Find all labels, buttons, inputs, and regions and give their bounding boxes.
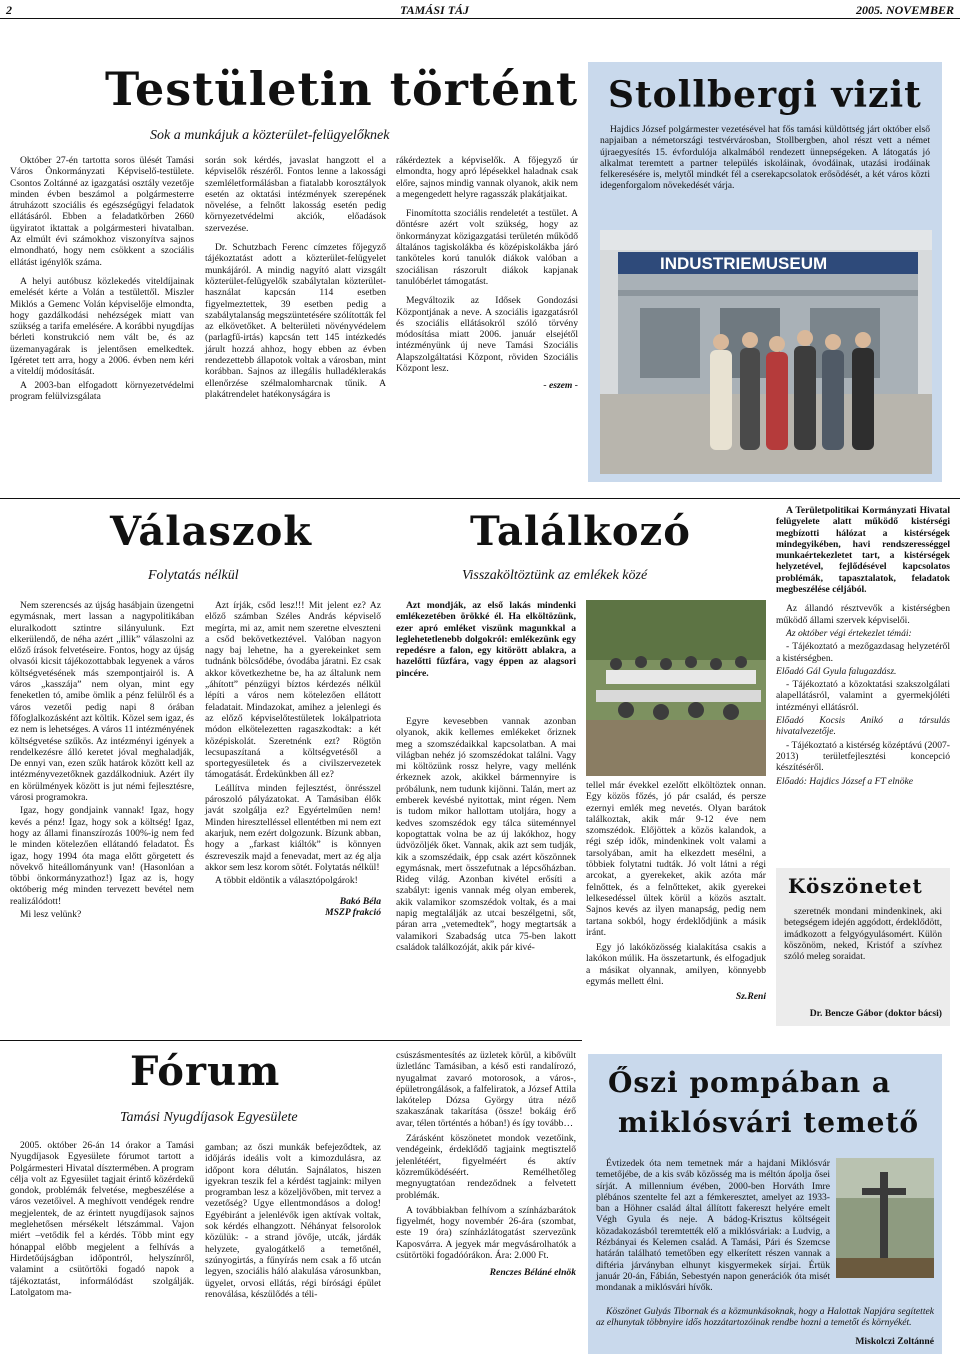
oszi-title-line2: miklósvári temető: [618, 1106, 920, 1139]
oszi-photo: [836, 1158, 934, 1278]
oszi-signature: Miskolczi Zoltánné: [855, 1336, 934, 1347]
forum-col3: [396, 1050, 576, 1278]
stollberg-photo: [600, 230, 932, 474]
oszi-title-line1: Őszi pompában a: [608, 1066, 892, 1099]
paragraph: Az állandó résztvevők a kistérségben működő állami szervek képviselői.: [776, 603, 950, 626]
industriemuseum-sign: INDUSTRIEMUSEUM: [660, 254, 828, 273]
paragraph: csúszásmentesítés az üzletek körül, a kibővült üzletlánc Tamásiban, a késő esti randalírozó, nyugalmat zavaró motorosok, a város-, épületrongálások, a falfeliratok, a József Attila lakótelep Dózsa György útra néző szakaszának takarítása (össze! bokáig érő avar, télen történtés a hóban!) és így tovább…: [396, 1050, 576, 1129]
page-header: [0, 0, 960, 20]
paragraph: Dr. Schutzbach Ferenc címzetes főjegyző tájékoztatást adott a közterület-felügyelet munkájáról. A mindig nagyító alatt vizsgált közterület-felügyelők szabálytalan közterület-használat kapcsán 114 esetben figyelmeztettek, 39 esetben pedig a szabálytalanság megszüntetésére szólították fel az elkövetőket. A belterületi növényvédelem (parlagfű-irtás) kapcsán tett 145 intézkedés járult hozzá ahhoz, hogy ebben az évben rendezettebb állapotok voltak a városban, mint korábban. Sajnos az illegális hulladéklerakás ellenőrzése szélmalomharcnak tűnik. A plakátrendelet hatékonyságára is: [205, 242, 386, 400]
paragraph: A többit eldöntik a választópolgárok!: [215, 875, 358, 887]
forum-col1: 2005. október 26-án 14 órakor a Tamási Nyugdíjasok Egyesülete fórumot tartott a Polgármesteri Hivatal dísztermében. A program célja volt az Egyesület tagjait érintő közérdekű gondok, problémák felvetése, megbeszélése a város vezetőivel. A meghívott vendégek rendre megjelentek, de az érintett nyugdíjasok sajnos meglehetősen mérsékelt létszámmal. Vajon miért –vetődik fel a kérdés. Több mint egy hónappal előbb megjelent a felhívás a Hirdetőújságban időpontról, helyszínről, valamint a csütörtöki fogadó napok a tájékoztatást, informálódást szolgálják. Latolgatom ma-: [10, 1140, 194, 1298]
signature: Renczes Béláné elnök: [489, 1267, 576, 1279]
list-item: - Tájékoztató a közoktatási szakszolgálati alapellátásról, valamint a gyermekjóléti intézményi ellátásról.: [776, 679, 950, 713]
talalkozo-subtitle: Visszaköltöztünk az emlékek közé: [462, 568, 648, 583]
paragraph: A továbbiakban felhívom a színházbarátok figyelmét, hogy novembér 26-ára (szombat, este 19 óra) színházlátogatást szervezünk Kaposvárra. A jegyek már megvásárolhatók a csütörtöki fogadóórákon. Ára: 2.000 Ft.: [396, 1204, 576, 1262]
valaszok-col1: [10, 600, 194, 920]
stollberg-text: Hajdics József polgármester vezetésével hat fős tamási küldöttség járt október első napjaiban a németországi testvérvárosban, Stollbergben, ahol részt vett a német újraegyesítés 15. évfordulója alkalmából rendezett ünnepségeken. A látogatás jó alkalmat teremtett a partner település iskoláinak, óvodáinak, utazási irodáinak felkeresésére is, melytől mindkét fél a cserekapcsolatok erősödését, a két város közti idegenforgalom növekedését várja.: [600, 124, 930, 192]
newspaper-title: TAMÁSI TÁJ: [400, 3, 470, 17]
testulet-title: Testületin történt: [105, 62, 579, 116]
valaszok-col2: [205, 600, 381, 918]
paragraph: Leállítva minden fejlesztést, önrésszel pároszoló pályázatokat. A Tamásiban élők javát szolgálja ez? Egyértelműen nem! Minden hiresztelléssel ellentétben mi nem ezt akarjuk, nem ezért dolgozunk. Bízunk abban, hogy a „farkast kiáltók” is könnyen észreveszik majd a fenevadat, mert az ég alja akkor sem lesz korom sötét. Folytatás nélkül!: [205, 782, 381, 873]
testulet-subtitle: Sok a munkájuk a közterület-felügyelőknek: [150, 128, 390, 143]
talalkozo-lead: Azt mondják, az első lakás mindenki emlékezetében örökké él. Ha elköltözünk, ezer apró emléket viszünk magunkkal a leglehetetlenebb dolgokról: emlékezünk egy repedésre a falon, egy kitörött ablakra, a hazelőtti fűzfára, vagy éppen az alagsori pincére.: [396, 600, 576, 679]
forum-subtitle: Tamási Nyugdíjasok Egyesülete: [120, 1110, 298, 1125]
paragraph: Egy jó lakóközösség kialakítása csakis a lakókon múlik. Ha összetartunk, és elfogadjuk a másikat olyannak, amilyen, könnyebb egymás mellett élni.: [586, 942, 766, 988]
valaszok-title: Válaszok: [110, 508, 313, 555]
list-item: Előadó Kocsis Anikó a társulás hivatalvezetője.: [776, 715, 950, 738]
signature-party: MSZP frakció: [325, 907, 381, 919]
talalkozo-col1: Egyre kevesebben vannak azonban olyanok, akik kellemes emlékeket őriznek meg a szomszédaikkal kapcsolatban. A mai világban nehéz jó szomszédokat találni. Vagy mi költözünk rossz helyre, vagy mellénk érkeznek azok, akikkel bármennyire is próbálunk, nem tudunk kijönni. Talán, mert az emberek kevésbé nyitottak, mint régen. Nem is tudom mikor hallottam utoljára, hogy a kedves szomszédok egy tálca süteménnyel kopogtattak volna be az új lakókhoz, hogy üdvözöljék őket. Vannak, akik azt sem tudják, kik a szomszédaik, épp csak azért köszönnek egymásnak, mert összefutnak a lépcsőházban. Rideg világ. Azonban kivétel erősíti a szabályt: igenis vannak még olyan emberek, akik valamikor szomszédok voltak, és a mai napig megtalálják az utcai beszélgetni, sőt, páran arra „vetemedtek”, hogy megtartsák a valamikori Szabadság utca 75-ben lakott családok találkozóját, akik pár kivé-: [396, 716, 576, 953]
talalkozo-title: Találkozó: [470, 508, 691, 555]
paragraph: Megváltozik az Idősek Gondozási Központjának a neve. A szociális igazgatásról és szociális ellátásokról szóló törvény módosítása miatt 2006. január elsejétől intézményünk új neve Tamási Szociális Alapszolgáltatási Központ, röviden Szociális Központ lesz.: [396, 295, 578, 375]
koszonet-title: Köszönetet: [788, 874, 923, 898]
issue-date: 2005. NOVEMBER: [855, 3, 954, 17]
paragraph: A 2003-ban elfogadott környezetvédelmi program felülvizsgálata: [10, 379, 194, 402]
koszonet-text: szeretnék mondani mindenkinek, aki betegségem idején aggódott, érdeklődött, imádkozott a felgyógyulásomért. Külön köszönöm, neked, Kristóf a szívhez szóló meleg soraidat.: [784, 906, 942, 963]
paragraph: Október 27-én tartotta soros ülését Tamási Város Önkormányzati Képviselő-testülete. Csontos Zoltánné az igazgatási osztály vezetője minden évben beszámol a polgármesterre átruházott szociális és egészségügyi feladatok ellátásáról. Ebben a feladatkörben 2660 ügyiratot iktattak a polgármesteri hivatalban. Az elmúlt évi számokhoz viszonyítva sajnos elmondható, hogy nem csökkent a szociális ellátást igénylők száma.: [10, 155, 194, 268]
valaszok-subtitle: Folytatás nélkül: [148, 568, 239, 583]
koszonet-box: [776, 868, 950, 1026]
koszonet-signature: Dr. Bencze Gábor (doktor bácsi): [809, 1008, 942, 1019]
cemetery-cross-illustration: [836, 1158, 934, 1278]
oszi-text2: Köszönet Gulyás Tibornak és a közmunkásoknak, hogy a Halottak Napjára segítettek az elhunytak többnyire idős hozzátartozóinak rendbe hozni a temetőt és környékét.: [596, 1306, 934, 1329]
paragraph: során sok kérdés, javaslat hangzott el a képviselők részéről. Fontos lenne a lakossági szemléletformálásban a fiatalabb korosztályok esetén az oktatási intézmények szerepének növelése, a felnőtt lakosság esetén pedig környezetvédelmi akciók, előadások szervezése.: [205, 155, 386, 234]
paragraph: Igaz, hogy gondjaink vannak! Igaz, hogy kevés a pénz! Igaz, hogy sok a költség! Igaz, hogy az állami finanszírozás 100%-ig nem fed le minden kötelezően ellátandó feladatot. És igaz, hogy 1994 óta maga előtt görgetett és növekvő hiteállományunk van! (Hasonlóan a többi önkormányzathoz!) Igaz az is, hogy októberig még minden tervezett bevétel nem realizálódott!: [10, 805, 194, 907]
testulet-col3: [396, 155, 578, 391]
testulet-col2: [205, 155, 386, 400]
teruleti-column: [776, 505, 950, 787]
oszi-box: [588, 1054, 942, 1354]
teruleti-lead: A Területpolitikai Kormányzati Hivatal felügyelete alatt működő kistérségi megbízotti hálózat a kistérségek mindegyikében, havi rendszerességgel munkaértekezletet tart, a kistérségek helyzetével, fejlődésével kapcsolatos problémák, tapasztalatok, feladatok megbeszélése céljából.: [776, 505, 950, 596]
paragraph: tellel már évekkel ezelőtt elköltöztek onnan. Egy közös főzés, jó pár család, és persze ezernyi emlék meg nevetés. Olyan barátok találkoztak, akik már 9-12 éve nem szomszédok. Előjöttek a közös kalandok, a régi szép idők, mindenkinek volt valami a tarsolyában, amit ha elkezdett mesélni, a többiek folytatni tudták. Jó volt látni a régi arcokat, a gyerekeket, akik azóta már felnőttek, és a felnőtteket, akik gyerekei lelkesedéssel ültek körül a közös asztalt. Sajnos kevés az ilyen manapság, pedig nem tartana sokból, hogy érdeklődjünk a másik iránt.: [586, 780, 766, 938]
paragraph: Zárásként köszönetet mondok vezetőink, vendégeink, érdeklődő tagjaink megtisztelő jelenlétéért, figyelméért és aktív közreműködéséért. Remélhetőleg megnyugtatóan rendeződnek a felvetett problémák.: [396, 1133, 576, 1201]
outdoor-feast-illustration: [586, 600, 766, 776]
group-photo-illustration: [600, 230, 932, 474]
testulet-col1: [10, 155, 194, 402]
list-item: Előadó Gál Gyula falugazdász.: [776, 665, 897, 677]
talalkozo-photo: [586, 600, 766, 776]
signature-name: Bakó Béla: [339, 896, 381, 908]
paragraph: Finomította szociális rendeletét a testület. A döntésre azért volt szükség, hogy az önkormányzat közigazgatási területén működő általános tagiskolákba és középiskolákba járó tanköteles korú tanulók diákok valóban a szociálisan rászorult diákok kapjanak tanulóbérlet támogatást.: [396, 208, 578, 287]
paragraph: Az október végi értekezlet témái:: [786, 627, 912, 639]
stollberg-title: Stollbergi vizit: [608, 74, 922, 116]
signature: - eszem -: [543, 380, 578, 392]
paragraph: Nem szerencsés az újság hasábjain üzengetni egymásnak, mert lassan a nagypolitikában eluralkodott sztintre silányulunk. Ezt elkerülendő, de néha azért „illik” válaszolni az előző írások felvetéseire. Fontos, hogy az újság olvasói kicsit tájékozottabbak legyenek a város költségvetésének más szempontjairól is. A város „kasszája” nem olyan, mint egy feneketlen tó, amibe ömlik a pénz felülről és a város vezetői pedig napi 8 órában főfoglalkozásként azt költik. Közel sem igaz, és ez nem is lehetséges. A város 11 intézményének költségvetése szűkös. Az intézményi igények a rendelkezésre álló keretet jóval meghaladják, De ennyi van, ezen szűk határok között kell az intézményvezetőknek gazdálkodniuk. Azért íly en körülmények között is jut némi fejlesztésre, városi programokra.: [10, 600, 194, 804]
forum-title: Fórum: [130, 1048, 281, 1095]
page-number: 2: [6, 3, 12, 17]
list-item: Előadó: Hajdics József a FT elnöke: [776, 775, 914, 787]
signature: Sz.Reni: [735, 991, 766, 1003]
list-item: - Tájékoztató a kistérség középtávú (2007-2013) területfejlesztési koncepció készítéséről.: [776, 739, 950, 774]
forum-col2: gamban; az őszi munkák befejeződtek, az időjárás ideális volt a kimozdulásra, az időpont kora délután. Sajnálatos, hiszen igyekran teszik fel a kérdést tagjaink: milyen programban lesz a közeljövőben, mit tervez a vezetőség? Ugye ellentmondásos a dolog! Egyébiránt a jelenlévők igen aktívak voltak, sok kérdés elhangzott. Néhányat felsorolok közülük: - a strand jövője, utcák, járdák helyzete, gyalogátkelő a temetőnél, szúnyogirtás, a fűnyírás nem csak a fő utcán legyen, szociális háló alakulása városunkban, ügyelet, orvosi ellátás, régi bírósági épület renoválása, készülődés a téli-: [205, 1142, 381, 1300]
list-item: - Tájékoztató a mezőgazdasag helyzetéről a kistérségben.: [776, 641, 950, 664]
paragraph: Mi lesz velünk?: [20, 909, 82, 921]
stollberg-box: [588, 62, 942, 482]
oszi-text: Évtizedek óta nem temetnek már a hajdani Miklósvár temetőjébe, de a kis sváb közösség ma is méltón ápolja ősei sírját. A millennium évében, 2000-ben Horváth Imre plébános szentelte fel azt a fémkeresztet, amelyet az 1933-ban a Höhner család által állított fakereszt helyére emelt Végh Gyula és neje. A bádog-Krisztus költségeit közadakozásból teremtették elő a miklósváriak: a Ludvig, a Rézbányai és Kelemen család. A Tamási, Pári és Szemcse határán található temetőben egy elkerített részen vannak a diftéria járványban elhunyt kisgyermekek sírjai. Értük január 20-án, Fábián, Sebestyén napon generációk óta misét mondanak a miklósvári hívők.: [596, 1158, 830, 1294]
paragraph: rákérdeztek a képviselők. A főjegyző úr elmondta, hogy apró lépésekkel haladnak csak előre, sajnos mindig vannak olyanok, akik nem a megengedett helyre ragasszák plakátjaikat.: [396, 155, 578, 200]
paragraph: A helyi autóbusz közlekedés viteldíjainak emelését kérte a Volán a testülettől. Miszler Miklós a Gemenc Volán képviselője elmondta, hogy gazdálkodási nehézségek miatt van szükség a tarifa emelésére. A korábbi nyugdíjas bérleti konstrukció nem vált be, és az üzemanyagárak is jelentősen emelkedtek. Igéretet tett arra, hogy a 2006. évben nem kéri a viteldíj módosítását.: [10, 275, 194, 378]
talalkozo-col2: [586, 780, 766, 1002]
paragraph: Azt írják, csőd lesz!!! Mit jelent ez? Az előző számban Széles András képviselő megírta, mi az, amit nem szeretne elveszteni a csőd bekövetkeztével. Valóban nagyon nagy baj lehetne, ha a gyerekeinket sem tudnánk bölcsődébe, óvodába járatni. Ez csak akkor következhetne be, ha az általunk nem „áhított” pénzügyi bíztos kérdezés nélkül lépíti a város nem kötelezően ellátott feladatait. Mindazokat, amihez a jelenlegi és az előző képviselőtestületek lokálpatriota módon elkötelezetten ragaszkodtak: a két középiskolát. Szeretnénk ezt? Rögtön lecsupaszítaná a költségvetésől a sportegyesületek és a civilszervezetek támogatását. Érdekünkben áll ez?: [205, 600, 381, 781]
